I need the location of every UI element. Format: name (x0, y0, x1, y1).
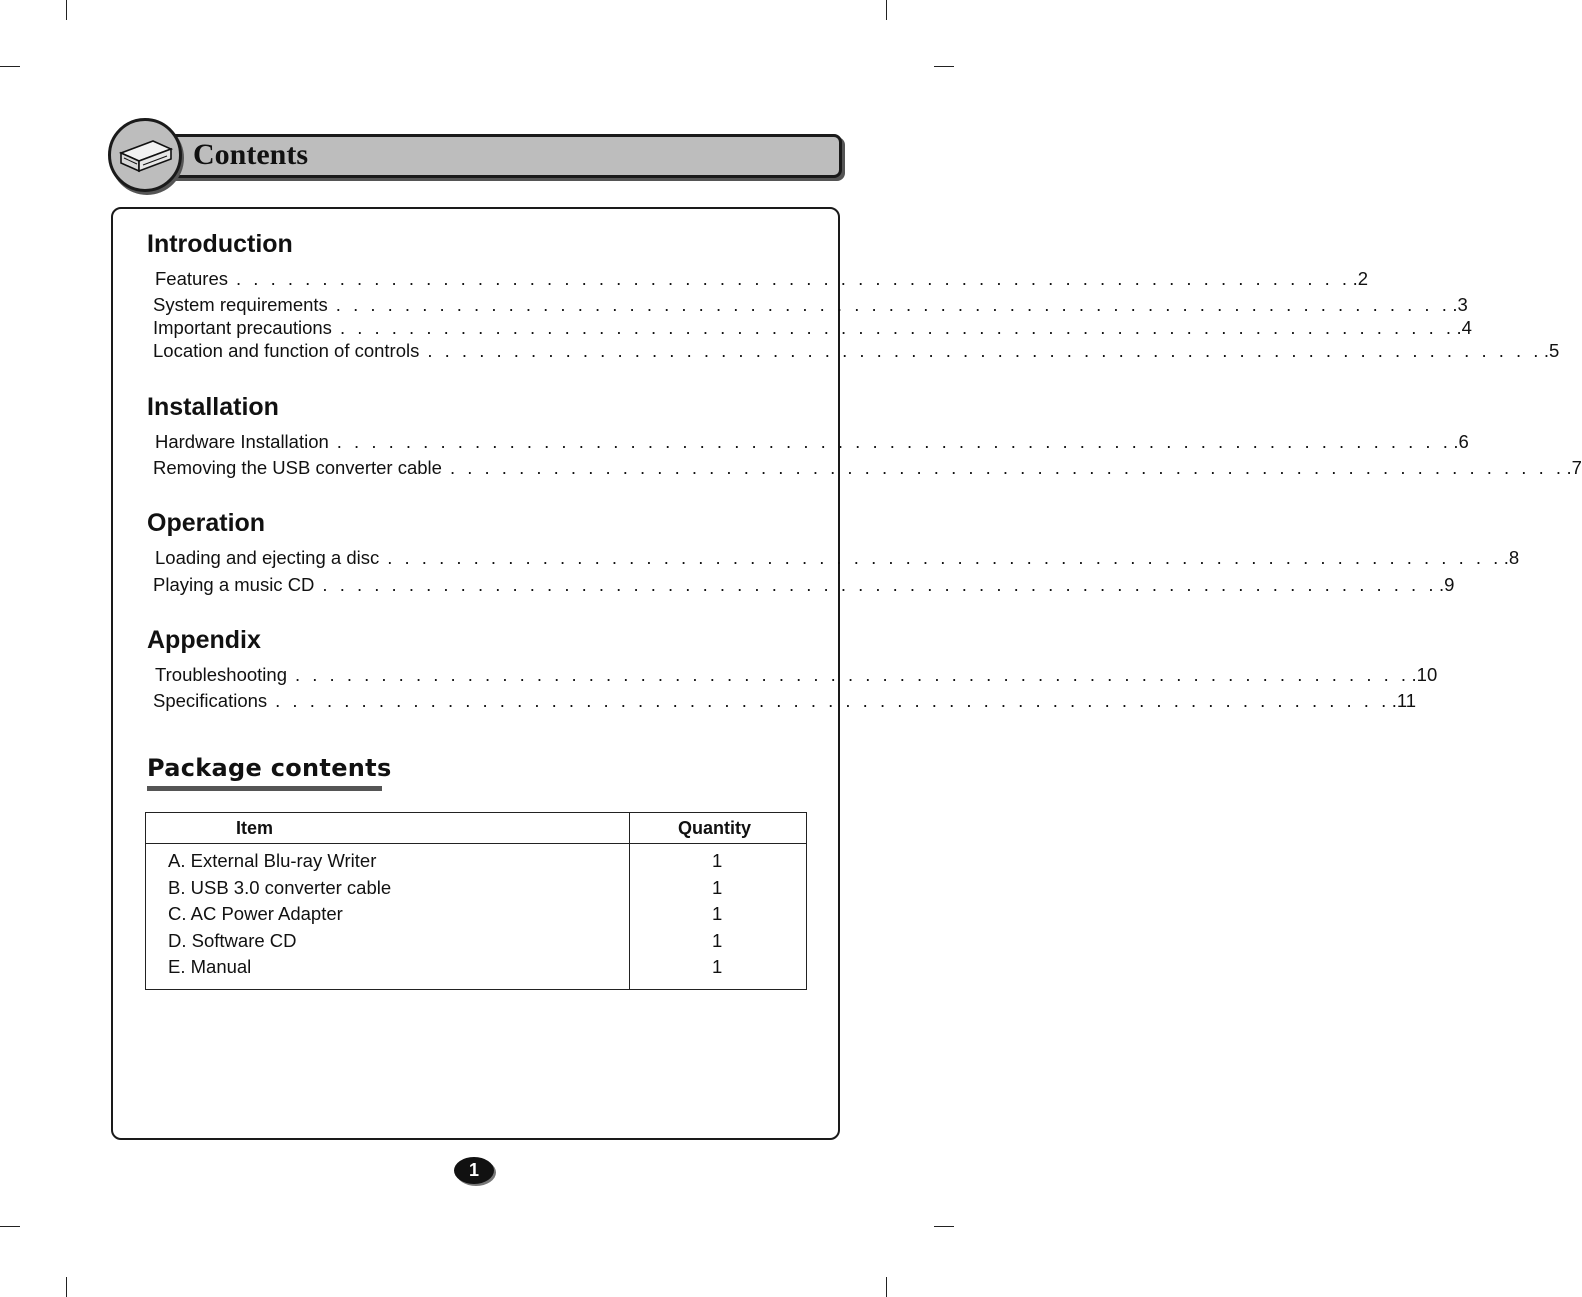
toc-entry-label: Removing the USB converter cable (153, 457, 442, 478)
header-icon-badge (108, 118, 182, 192)
toc-leader-dots: . . . . . . . . . . . . . . . . . . . . . . . . . . . . . . . . . . . . . . . . . . . . . . . . . . . . . . . . . . . . . . . . . (275, 690, 1390, 711)
toc-heading-introduction: Introduction (147, 230, 293, 258)
table-row-quantity: 1 (712, 956, 723, 977)
toc-entry-page: .9 (1438, 574, 1455, 595)
toc-entry[interactable] (153, 294, 1468, 316)
table-row-item: A. External Blu-ray Writer (168, 850, 377, 871)
column-divider (629, 813, 630, 989)
toc-entry-label: Important precautions (153, 317, 332, 338)
crop-mark (0, 66, 20, 67)
toc-leader-dots: . . . . . . . . . . . . . . . . . . . . . . . . . . . . . . . . . . . . . . . . . . . . . . . . . . . . . . . . . . . . . . . . . (322, 574, 1437, 595)
column-header-item: Item (236, 818, 274, 838)
toc-entry-label: Troubleshooting (155, 664, 287, 685)
table-row-quantity: 1 (712, 850, 723, 871)
crop-mark (886, 1277, 887, 1297)
table-row-item: C. AC Power Adapter (168, 903, 343, 924)
toc-entry-label: Hardware Installation (155, 431, 329, 452)
table-row-item: B. USB 3.0 converter cable (168, 877, 392, 898)
table-row-item: D. Software CD (168, 930, 297, 951)
toc-leader-dots: . . . . . . . . . . . . . . . . . . . . . . . . . . . . . . . . . . . . . . . . . . . . . . . . . . . . . . . . . . . . . . . . . (427, 340, 1542, 361)
toc-entry-page: .2 (1352, 268, 1368, 289)
toc-entry-page: .11 (1391, 690, 1417, 711)
toc-heading-operation: Operation (147, 509, 266, 537)
crop-mark (934, 66, 954, 67)
toc-entry[interactable] (153, 690, 1417, 712)
toc-entry-page: .4 (1456, 317, 1472, 338)
toc-entry-page: .7 (1566, 457, 1582, 478)
crop-mark (66, 0, 67, 20)
toc-entry[interactable] (155, 268, 1368, 290)
toc-entry[interactable] (155, 431, 1469, 453)
crop-mark (66, 1277, 67, 1297)
toc-leader-dots: . . . . . . . . . . . . . . . . . . . . . . . . . . . . . . . . . . . . . . . . . . . . . . . . . . . . . . . . . . . . . . . . . (236, 268, 1351, 289)
toc-heading-installation: Installation (147, 393, 279, 421)
toc-entry[interactable] (153, 457, 1582, 479)
toc-entry-label: Features (155, 268, 229, 289)
toc-heading-appendix: Appendix (147, 626, 261, 654)
toc-entry[interactable] (155, 547, 1520, 569)
toc-leader-dots: . . . . . . . . . . . . . . . . . . . . . . . . . . . . . . . . . . . . . . . . . . . . . . . . . . . . . . . . . . . . . . . . . (335, 294, 1451, 315)
toc-entry-label: Playing a music CD (153, 574, 315, 595)
optical-drive-icon (115, 135, 175, 175)
toc-entry[interactable] (153, 317, 1472, 339)
page-title: Contents (193, 138, 309, 171)
toc-entry-page: .6 (1453, 431, 1469, 452)
toc-entry[interactable] (153, 340, 1560, 362)
page-number: 1 (454, 1157, 494, 1184)
toc-leader-dots: . . . . . . . . . . . . . . . . . . . . . . . . . . . . . . . . . . . . . . . . . . . . . . . . . . . . . . . . . . . . . . . . . (294, 664, 1410, 685)
toc-leader-dots: . . . . . . . . . . . . . . . . . . . . . . . . . . . . . . . . . . . . . . . . . . . . . . . . . . . . . . . . . . . . . . . . . (387, 547, 1502, 568)
package-contents-heading: Package contents (147, 754, 392, 782)
toc-entry[interactable] (153, 574, 1455, 596)
crop-mark (934, 1226, 954, 1227)
toc-leader-dots: . . . . . . . . . . . . . . . . . . . . . . . . . . . . . . . . . . . . . . . . . . . . . . . . . . . . . . . . . . . . . . . . . (449, 457, 1565, 478)
heading-underline (147, 786, 382, 791)
header-divider (146, 843, 806, 844)
toc-entry-page: .3 (1452, 294, 1468, 315)
crop-mark (886, 0, 887, 20)
toc-entry-page: .8 (1503, 547, 1520, 568)
toc-leader-dots: . . . . . . . . . . . . . . . . . . . . . . . . . . . . . . . . . . . . . . . . . . . . . . . . . . . . . . . . . . . . . . . . . (336, 431, 1452, 452)
table-row-item: E. Manual (168, 956, 252, 977)
package-contents-table (145, 812, 807, 990)
toc-leader-dots: . . . . . . . . . . . . . . . . . . . . . . . . . . . . . . . . . . . . . . . . . . . . . . . . . . . . . . . . . . . . . . . . . (339, 317, 1455, 338)
toc-entry-page: .10 (1411, 664, 1438, 685)
toc-entry[interactable] (155, 664, 1438, 686)
toc-entry-label: Location and function of controls (153, 340, 420, 361)
table-row-quantity: 1 (712, 877, 723, 898)
table-row-quantity: 1 (712, 903, 723, 924)
table-row-quantity: 1 (712, 930, 723, 951)
toc-entry-label: Loading and ejecting a disc (155, 547, 380, 568)
crop-mark (0, 1226, 20, 1227)
toc-entry-label: System requirements (153, 294, 328, 315)
column-header-quantity: Quantity (678, 818, 752, 838)
toc-entry-label: Specifications (153, 690, 268, 711)
toc-entry-page: .5 (1543, 340, 1560, 361)
